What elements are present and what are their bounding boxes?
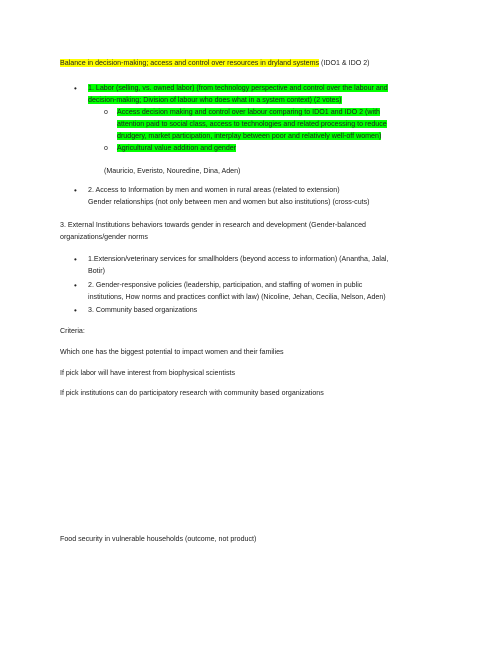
ext3-line: 3. Community based organizations	[88, 306, 198, 314]
item2-line1: 2. Access to Information by men and women in rural areas (related to extension)	[88, 186, 340, 194]
item1-line1: 1. Labor (selling, vs. owned labor) (from technology perspective and control over the labour and	[88, 84, 388, 92]
criterion-3: If pick institutions can do participatory research with community based organizations	[60, 389, 324, 397]
criterion-1: Which one has the biggest potential to impact women and their families	[60, 348, 284, 356]
item2-line2: Gender relationships (not only between men and women but also institutions) (cross-cuts)	[88, 198, 370, 206]
bullet-icon: •	[74, 84, 77, 93]
bullet-icon: •	[74, 281, 77, 290]
sub1-line1: Access decision making and control over labour comparing to IDO1 and IDO 2 (with	[117, 108, 380, 116]
item1-line2: decision-making; Division of labour who does what in a system context) (2 votes)	[88, 96, 342, 104]
open-bullet-icon: o	[104, 145, 108, 152]
sub2-line: Agricultural value addition and gender	[117, 144, 237, 152]
heading-highlight: Balance in decision-making; access and control over resources in dryland systems	[60, 59, 320, 67]
criteria-heading: Criteria:	[60, 327, 85, 335]
section3-line1: 3. External Institutions behaviors towards gender in research and development (Gender-balanced	[60, 221, 366, 229]
sub1-line3: drudgery, market participation, interplay between poor and relatively well-off women)	[117, 132, 382, 140]
section3-line2: organizations/gender norms	[60, 233, 148, 241]
heading-line	[60, 58, 370, 69]
ext1-line2: Botir)	[88, 267, 105, 275]
ext1-line1: 1.Extension/veterinary services for smallholders (beyond access to information) (Anantha, Jalal,	[88, 255, 389, 263]
ext2-line1: 2. Gender-responsive policies (leadership, participation, and staffing of women in public	[88, 281, 363, 289]
footer-line: Food security in vulnerable households (outcome, not product)	[60, 535, 257, 543]
bullet-icon: •	[74, 186, 77, 195]
heading-suffix: (IDO1 & IDO 2)	[319, 59, 370, 67]
sub1-line2: attention paid to social class, access to technologies and related processing to reduce	[117, 120, 387, 128]
open-bullet-icon: o	[104, 109, 108, 116]
bullet-icon: •	[74, 255, 77, 264]
names1-line: (Mauricio, Everisto, Nouredine, Dina, Aden)	[104, 167, 241, 175]
bullet-icon: •	[74, 306, 77, 315]
ext2-line2: institutions, How norms and practices conflict with law) (Nicoline, Jehan, Cecilia, Nelson, Aden)	[88, 293, 386, 301]
criterion-2: If pick labor will have interest from biophysical scientists	[60, 369, 236, 377]
